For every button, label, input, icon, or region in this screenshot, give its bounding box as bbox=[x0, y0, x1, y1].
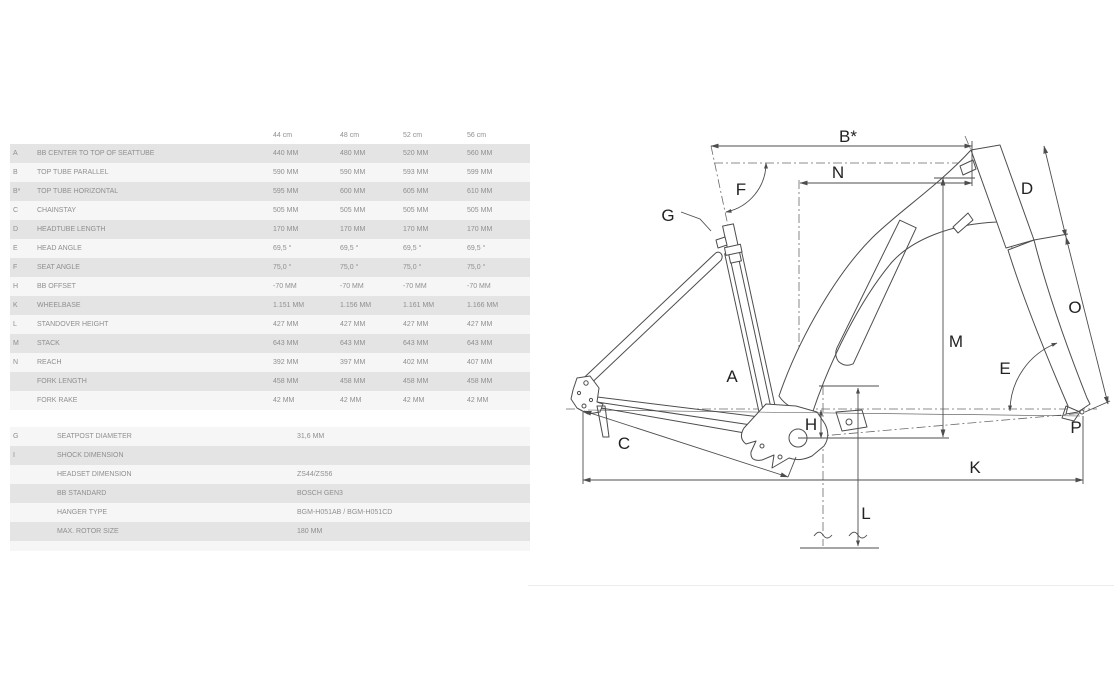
row-key: B bbox=[13, 169, 18, 176]
geometry-table bbox=[10, 126, 530, 551]
cell: 75,0 ° bbox=[467, 264, 486, 271]
row-label: FORK RAKE bbox=[37, 397, 78, 404]
row-label: TOP TUBE PARALLEL bbox=[37, 169, 109, 176]
down-tube bbox=[779, 150, 997, 414]
row-label: SEATPOST DIAMETER bbox=[57, 433, 132, 440]
table-row bbox=[10, 163, 530, 182]
cell: 605 MM bbox=[403, 188, 429, 195]
table-row bbox=[10, 484, 530, 503]
size-col-header: 52 cm bbox=[403, 131, 423, 139]
row-label: HEADSET DIMENSION bbox=[57, 471, 132, 478]
cell: 42 MM bbox=[403, 397, 425, 404]
table-row bbox=[10, 182, 530, 201]
cell: 505 MM bbox=[403, 207, 429, 214]
cell: 610 MM bbox=[467, 188, 493, 195]
cell: 643 MM bbox=[467, 340, 493, 347]
table-row bbox=[10, 353, 530, 372]
table-row bbox=[10, 277, 530, 296]
table-row bbox=[10, 465, 530, 484]
table-row bbox=[10, 144, 530, 163]
cell: 599 MM bbox=[467, 169, 493, 176]
row-key: L bbox=[13, 321, 17, 328]
front-axle bbox=[1080, 410, 1084, 414]
cell: 440 MM bbox=[273, 150, 299, 157]
break-squiggle bbox=[814, 532, 832, 538]
dim-tick bbox=[1034, 234, 1068, 240]
table-row bbox=[10, 446, 530, 465]
cell: BOSCH GEN3 bbox=[297, 490, 343, 497]
cell: 1.151 MM bbox=[273, 302, 305, 309]
seat-stay bbox=[582, 252, 722, 387]
row-key: B* bbox=[13, 188, 21, 195]
table-row bbox=[10, 427, 530, 446]
row-key: F bbox=[13, 264, 18, 271]
row-label: STACK bbox=[37, 340, 60, 347]
cell: 590 MM bbox=[340, 169, 366, 176]
table-row bbox=[10, 503, 530, 522]
size-col-header: 44 cm bbox=[273, 131, 293, 139]
chain-stay bbox=[589, 396, 768, 436]
row-key: C bbox=[13, 207, 19, 214]
fork-blade bbox=[1008, 240, 1090, 414]
cell: 1.156 MM bbox=[340, 302, 372, 309]
label-seat-tube: A bbox=[726, 367, 738, 386]
row-label: MAX. ROTOR SIZE bbox=[57, 528, 119, 535]
cell: 42 MM bbox=[467, 397, 489, 404]
row-label: CHAINSTAY bbox=[37, 207, 77, 214]
seat-tube-inner-line bbox=[729, 253, 768, 433]
cell: 505 MM bbox=[273, 207, 299, 214]
table-row bbox=[10, 334, 530, 353]
bike-frame-drawing bbox=[540, 100, 1119, 589]
cell: 458 MM bbox=[403, 378, 429, 385]
row-label: FORK LENGTH bbox=[37, 378, 87, 385]
table-row bbox=[10, 220, 530, 239]
size-col-header: 56 cm bbox=[467, 131, 487, 139]
row-label: HANGER TYPE bbox=[57, 509, 108, 516]
cell: 42 MM bbox=[340, 397, 362, 404]
cell: 69,5 ° bbox=[340, 245, 359, 252]
cell: 595 MM bbox=[273, 188, 299, 195]
cell: 458 MM bbox=[273, 378, 299, 385]
cell: 1.161 MM bbox=[403, 302, 435, 309]
row-label: BB CENTER TO TOP OF SEATTUBE bbox=[37, 150, 155, 157]
motor-housing bbox=[741, 404, 827, 468]
cell: -70 MM bbox=[467, 283, 491, 290]
row-key: N bbox=[13, 359, 19, 366]
row-label: HEADTUBE LENGTH bbox=[37, 226, 106, 233]
cell: -70 MM bbox=[403, 283, 427, 290]
cell: 505 MM bbox=[340, 207, 366, 214]
cell: 505 MM bbox=[467, 207, 493, 214]
cell: 427 MM bbox=[273, 321, 299, 328]
seat-cluster-step bbox=[716, 237, 727, 248]
row-label: STANDOVER HEIGHT bbox=[37, 321, 109, 328]
label-headtube: D bbox=[1020, 179, 1034, 198]
dim-headtube-length bbox=[1044, 146, 1066, 237]
cell: 458 MM bbox=[340, 378, 366, 385]
row-label: REACH bbox=[37, 359, 62, 366]
label-reach: N bbox=[831, 163, 845, 182]
label-stack: M bbox=[948, 332, 964, 351]
label-wheelbase: K bbox=[969, 458, 981, 477]
cell: BGM-H051AB / BGM-H051CD bbox=[297, 509, 393, 516]
cell: 75,0 ° bbox=[273, 264, 292, 271]
row-key: A bbox=[13, 150, 18, 157]
row-label: TOP TUBE HORIZONTAL bbox=[37, 188, 119, 195]
frame-tubes bbox=[571, 145, 1090, 468]
cell: -70 MM bbox=[273, 283, 297, 290]
label-bb-offset: H bbox=[804, 415, 818, 434]
size-header-row bbox=[10, 126, 530, 144]
diagram-bottom-separator bbox=[528, 585, 1114, 586]
cell: 69,5 ° bbox=[273, 245, 292, 252]
cell: 427 MM bbox=[340, 321, 366, 328]
row-label: SHOCK DIMENSION bbox=[57, 452, 124, 459]
label-top-tube-horizontal: B* bbox=[839, 127, 857, 146]
dimension-lines bbox=[583, 141, 1110, 548]
row-label: HEAD ANGLE bbox=[37, 245, 82, 252]
table-row bbox=[10, 391, 530, 410]
cell: 397 MM bbox=[340, 359, 366, 366]
table-row bbox=[10, 522, 530, 541]
table-bottom-padding bbox=[10, 541, 530, 551]
cell: 392 MM bbox=[273, 359, 299, 366]
row-key: K bbox=[13, 302, 18, 309]
cell: 42 MM bbox=[273, 397, 295, 404]
cell: 170 MM bbox=[340, 226, 366, 233]
row-key: G bbox=[13, 433, 19, 440]
label-fork-rake: P bbox=[1070, 418, 1082, 437]
cell: 593 MM bbox=[403, 169, 429, 176]
cell: 427 MM bbox=[403, 321, 429, 328]
row-key: D bbox=[13, 226, 19, 233]
cell: 170 MM bbox=[273, 226, 299, 233]
cell: 75,0 ° bbox=[340, 264, 359, 271]
cell: -70 MM bbox=[340, 283, 364, 290]
cell: 520 MM bbox=[403, 150, 429, 157]
cell: ZS44/ZS56 bbox=[297, 471, 333, 478]
table-row bbox=[10, 239, 530, 258]
seatpost-leader-line bbox=[681, 212, 711, 231]
row-label: BB STANDARD bbox=[57, 490, 107, 497]
cell: 180 MM bbox=[297, 528, 323, 535]
cell: 402 MM bbox=[403, 359, 429, 366]
cell: 407 MM bbox=[467, 359, 493, 366]
row-label: BB OFFSET bbox=[37, 283, 76, 290]
cell: 75,0 ° bbox=[403, 264, 422, 271]
cell: 643 MM bbox=[403, 340, 429, 347]
label-seat-angle: F bbox=[735, 180, 747, 199]
cell: 600 MM bbox=[340, 188, 366, 195]
cell: 31,6 MM bbox=[297, 433, 325, 440]
section-gap bbox=[10, 410, 530, 427]
cell: 69,5 ° bbox=[467, 245, 486, 252]
cell: 1.166 MM bbox=[467, 302, 499, 309]
row-label: WHEELBASE bbox=[37, 302, 81, 309]
label-head-angle: E bbox=[999, 359, 1011, 378]
cell: 560 MM bbox=[467, 150, 493, 157]
table-row bbox=[10, 372, 530, 391]
row-key: H bbox=[13, 283, 19, 290]
cell: 590 MM bbox=[273, 169, 299, 176]
row-key: I bbox=[13, 452, 15, 459]
dim-tick bbox=[788, 457, 796, 477]
size-col-header: 48 cm bbox=[340, 131, 360, 139]
row-key: E bbox=[13, 245, 18, 252]
table-row bbox=[10, 258, 530, 277]
cell: 458 MM bbox=[467, 378, 493, 385]
label-standover: L bbox=[861, 504, 871, 523]
label-fork-length: O bbox=[1068, 298, 1082, 317]
cell: 643 MM bbox=[340, 340, 366, 347]
rear-dropout bbox=[571, 376, 603, 414]
cell: 170 MM bbox=[467, 226, 493, 233]
cell: 170 MM bbox=[403, 226, 429, 233]
table-row bbox=[10, 201, 530, 220]
label-seatpost: G bbox=[661, 206, 675, 225]
label-chainstay: C bbox=[617, 434, 631, 453]
cell: 643 MM bbox=[273, 340, 299, 347]
frame-geometry-diagram bbox=[540, 100, 1119, 589]
row-key: M bbox=[13, 340, 19, 347]
cell: 427 MM bbox=[467, 321, 493, 328]
cell: 69,5 ° bbox=[403, 245, 422, 252]
table-row bbox=[10, 315, 530, 334]
cell: 480 MM bbox=[340, 150, 366, 157]
row-label: SEAT ANGLE bbox=[37, 264, 80, 271]
table-row bbox=[10, 296, 530, 315]
